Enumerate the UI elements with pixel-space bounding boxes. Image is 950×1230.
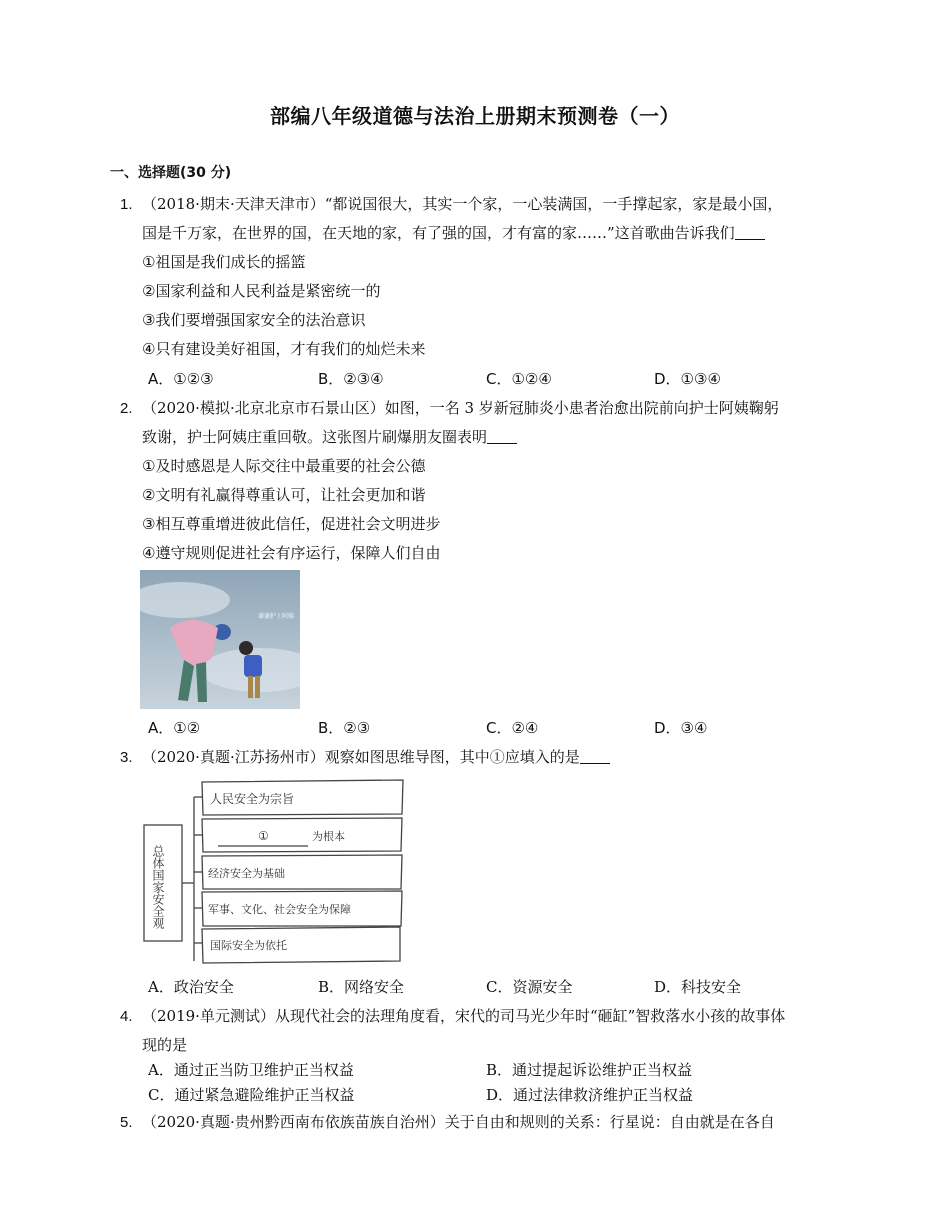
- nurse-bowing-photo: [140, 570, 300, 709]
- statement: ③相互尊重增进彼此信任，促进社会文明进步: [142, 515, 441, 533]
- page-title: 部编八年级道德与法治上册期末预测卷（一）: [270, 104, 680, 128]
- statement: ④只有建设美好祖国，才有我们的灿烂未来: [142, 340, 426, 358]
- choice-c[interactable]: C．②④: [486, 719, 539, 737]
- choice-a[interactable]: A．政治安全: [148, 978, 234, 996]
- section-heading: 一、选择题(30 分): [110, 165, 232, 181]
- question-number: 2.: [120, 400, 133, 417]
- mindmap-branch: 经济安全为基础: [208, 867, 285, 880]
- choice-b[interactable]: B．网络安全: [318, 978, 405, 996]
- choice-a[interactable]: A．①②③: [148, 370, 214, 388]
- question-number: 3.: [120, 749, 133, 766]
- mindmap-branch: 国际安全为依托: [210, 939, 287, 952]
- question-2: [120, 394, 840, 568]
- statement: ①祖国是我们成长的摇篮: [142, 253, 306, 271]
- statement: ③我们要增强国家安全的法治意识: [142, 311, 366, 329]
- question-3: [120, 743, 840, 772]
- stem-line: （2020·模拟·北京北京市石景山区）如图，一名 3 岁新冠肺炎小患者治愈出院前向护士阿姨鞠躬: [142, 399, 779, 417]
- choice-c[interactable]: C．①②④: [486, 370, 552, 388]
- choice-d[interactable]: D．③④: [654, 719, 708, 737]
- statement: ④遵守规则促进社会有序运行，保障人们自由: [142, 544, 441, 562]
- stem-line: 国是千万家，在世界的国，在天地的家，有了强的国，才有富的家……”这首歌曲告诉我们: [142, 219, 840, 248]
- answer-blank[interactable]: [735, 223, 765, 240]
- statement: ②国家利益和人民利益是紧密统一的: [142, 282, 381, 300]
- stem-line: （2020·真题·贵州黔西南布依族苗族自治州）关于自由和规则的关系：行星说：自由就是在各自: [142, 1113, 775, 1131]
- choice-d[interactable]: D．科技安全: [654, 978, 742, 996]
- question-stem: [142, 1108, 840, 1137]
- question-1: [120, 190, 840, 364]
- question-number: 5.: [120, 1114, 133, 1131]
- stem-line: 致谢，护士阿姨庄重回敬。这张图片刷爆朋友圈表明: [142, 423, 840, 452]
- statement: ②文明有礼赢得尊重认可，让社会更加和谐: [142, 486, 426, 504]
- question-stem: [142, 394, 840, 452]
- stem-line: （2018·期末·天津天津市）“都说国很大，其实一个家，一心装满国，一手撑起家，家是最小国，: [142, 195, 783, 213]
- choice-b[interactable]: B．通过提起诉讼维护正当权益: [486, 1061, 693, 1079]
- choice-a[interactable]: A．①②: [148, 719, 201, 737]
- choice-c[interactable]: C．资源安全: [486, 978, 573, 996]
- choice-d[interactable]: D．通过法律救济维护正当权益: [486, 1086, 694, 1104]
- stem-line: （2019·单元测试）从现代社会的法理角度看，宋代的司马光少年时“砸缸”智救落水小孩的故事体: [142, 1007, 786, 1025]
- mindmap-branch: 为根本: [312, 830, 345, 843]
- mindmap-branch: 军事、文化、社会安全为保障: [208, 903, 351, 916]
- question-number: 1.: [120, 196, 133, 213]
- question-stem: [142, 743, 840, 772]
- choice-b[interactable]: B．②③: [318, 719, 371, 737]
- mindmap-blank-marker: ①: [258, 829, 269, 843]
- stem-line: （2020·真题·江苏扬州市）观察如图思维导图，其中①应填入的是: [142, 743, 840, 772]
- answer-blank[interactable]: [487, 427, 517, 444]
- choice-d[interactable]: D．①③④: [654, 370, 721, 388]
- answer-blank[interactable]: [580, 747, 610, 764]
- question-5: [120, 1108, 840, 1137]
- choice-a[interactable]: A．通过正当防卫维护正当权益: [148, 1061, 354, 1079]
- stem-line: 现的是: [142, 1036, 188, 1054]
- mindmap-root: 总体国家安全观: [151, 845, 165, 929]
- question-stem: [142, 190, 840, 248]
- photo-caption: 谢谢护士阿姨: [258, 613, 295, 620]
- question-number: 4.: [120, 1008, 133, 1025]
- choice-c[interactable]: C．通过紧急避险维护正当权益: [148, 1086, 355, 1104]
- statement: ①及时感恩是人际交往中最重要的社会公德: [142, 457, 426, 475]
- question-stem: [142, 1002, 840, 1060]
- mind-map-diagram: [140, 777, 408, 967]
- mindmap-branch: 人民安全为宗旨: [210, 792, 295, 806]
- question-4: [120, 1002, 840, 1060]
- choice-b[interactable]: B．②③④: [318, 370, 384, 388]
